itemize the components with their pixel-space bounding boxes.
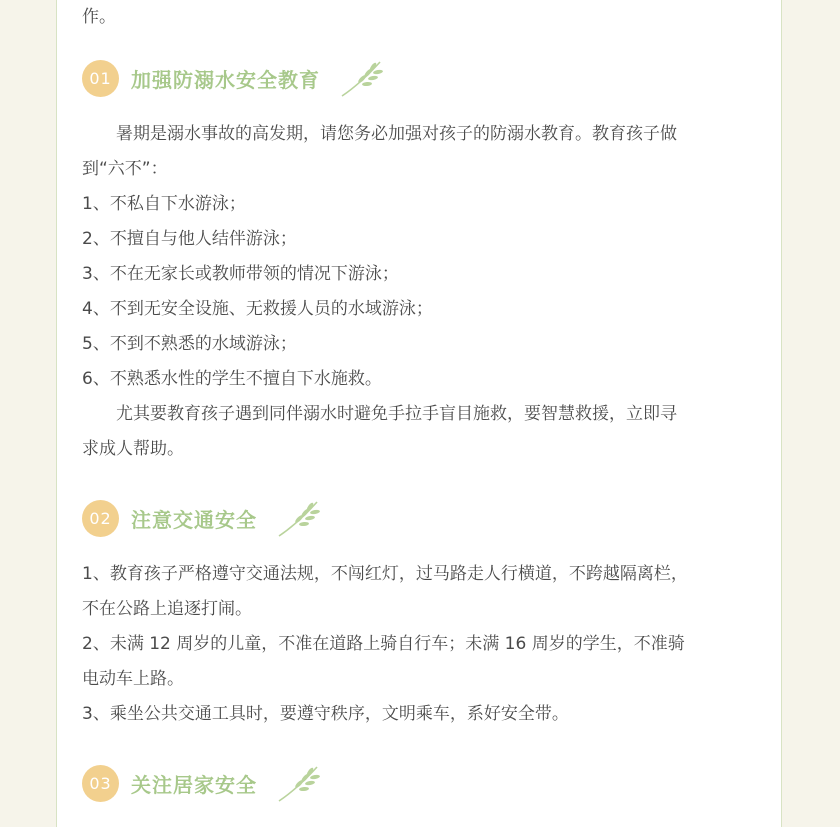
paragraph-fragment: 作。 [82, 7, 116, 27]
section-body-01 [82, 117, 762, 467]
list-item: 2、未满 12 周岁的儿童，不准在道路上骑自行车；未满 16 周岁的学生，不准骑 [82, 634, 685, 654]
list-item: 4、不到无安全设施、无救援人员的水域游泳； [82, 299, 433, 319]
paragraph-line: 求成人帮助。 [82, 439, 184, 459]
section-number-badge: 02 [82, 500, 119, 537]
list-item: 1、不私自下水游泳； [82, 194, 246, 214]
article-card [56, 0, 782, 827]
leaf-icon [340, 58, 388, 98]
list-item: 6、不熟悉水性的学生不擅自下水施救。 [82, 369, 382, 389]
section-title: 加强防溺水安全教育 [131, 67, 320, 92]
leaf-icon [277, 498, 325, 538]
paragraph-line: 到“六不”： [82, 159, 168, 179]
paragraph-line: 暑期是溺水事故的高发期，请您务必加强对孩子的防溺水教育。教育孩子做 [116, 124, 677, 144]
list-item: 2、不擅自与他人结伴游泳； [82, 229, 297, 249]
section-heading-01 [82, 58, 762, 98]
paragraph-line: 电动车上路。 [82, 669, 184, 689]
paragraph-line: 不在公路上追逐打闹。 [82, 599, 252, 619]
section-title: 注意交通安全 [131, 507, 257, 532]
list-item: 5、不到不熟悉的水域游泳； [82, 334, 297, 354]
section-number-badge: 01 [82, 60, 119, 97]
list-item: 3、乘坐公共交通工具时，要遵守秩序，文明乘车，系好安全带。 [82, 704, 569, 724]
section-body-02 [82, 557, 762, 732]
section-heading-02 [82, 498, 762, 538]
section-heading-03 [82, 763, 762, 803]
section-title: 关注居家安全 [131, 772, 257, 797]
list-item: 1、教育孩子严格遵守交通法规，不闯红灯，过马路走人行横道，不跨越隔离栏， [82, 564, 688, 584]
paragraph-line: 尤其要教育孩子遇到同伴溺水时避免手拉手盲目施救，要智慧救援，立即寻 [116, 404, 677, 424]
section-number-badge: 03 [82, 765, 119, 802]
leaf-icon [277, 763, 325, 803]
list-item: 3、不在无家长或教师带领的情况下游泳； [82, 264, 399, 284]
